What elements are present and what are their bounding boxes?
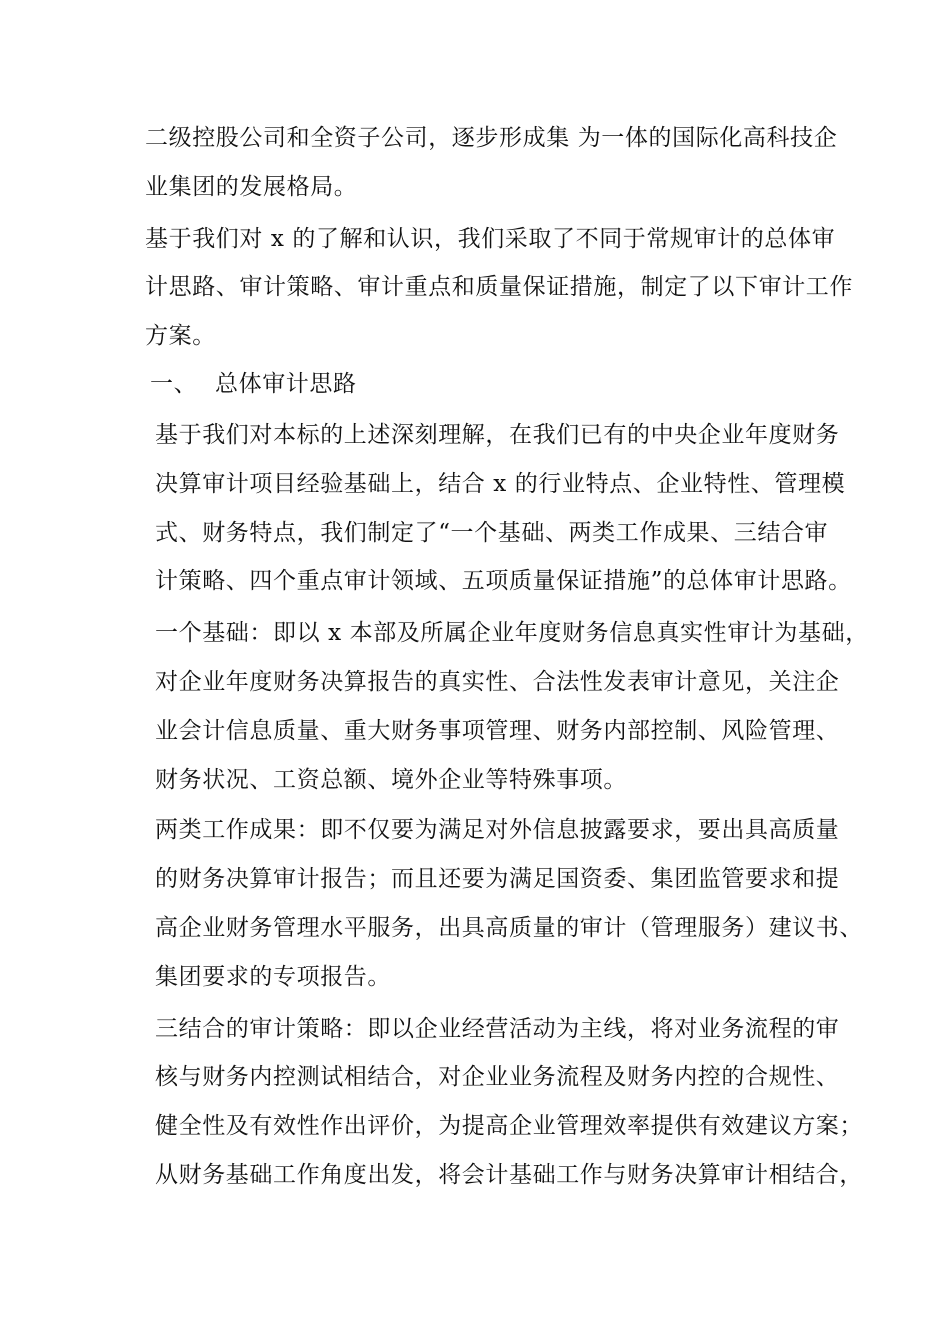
intro-p2-line2: 计思路、审计策略、审计重点和质量保证措施，制定了以下审计工作	[145, 274, 853, 300]
section-number: 一、	[150, 371, 198, 397]
paragraph-line: 从财务基础工作角度出发，将会计基础工作与财务决算审计相结合，	[155, 1162, 863, 1188]
paragraph-line: 财务状况、工资总额、境外企业等特殊事项。	[155, 767, 627, 793]
paragraph-line: 式、财务特点，我们制定了“一个基础、两类工作成果、三结合审	[155, 520, 829, 546]
paragraph-line: 计策略、四个重点审计领域、五项质量保证措施”的总体审计思路。	[155, 568, 852, 594]
paragraph-line: 高企业财务管理水平服务，出具高质量的审计（管理服务）建议书、	[155, 915, 863, 941]
intro-p2-line3: 方案。	[145, 323, 216, 349]
intro-p1-line1: 二级控股公司和全资子公司，逐步形成集 为一体的国际化高科技企	[145, 125, 838, 151]
paragraph-line: 两类工作成果：即不仅要为满足对外信息披露要求，要出具高质量	[155, 817, 840, 843]
paragraph-line: 对企业年度财务决算报告的真实性、合法性发表审计意见，关注企	[155, 669, 840, 695]
paragraph-line: 健全性及有效性作出评价，为提高企业管理效率提供有效建议方案；	[155, 1113, 863, 1139]
paragraph-line: 决算审计项目经验基础上，结合 x 的行业特点、企业特性、管理模	[155, 471, 846, 497]
intro-p1-line2: 业集团的发展格局。	[145, 174, 358, 200]
paragraph-line: 基于我们对本标的上述深刻理解，在我们已有的中央企业年度财务	[155, 422, 840, 448]
paragraph-line: 集团要求的专项报告。	[155, 964, 391, 990]
paragraph-line: 三结合的审计策略：即以企业经营活动为主线，将对业务流程的审	[155, 1016, 840, 1042]
paragraph-line: 一个基础：即以 x 本部及所属企业年度财务信息真实性审计为基础，	[155, 620, 869, 646]
paragraph-line: 的财务决算审计报告；而且还要为满足国资委、集团监管要求和提	[155, 866, 840, 892]
section-title: 总体审计思路	[215, 371, 357, 397]
paragraph-line: 核与财务内控测试相结合，对企业业务流程及财务内控的合规性、	[155, 1064, 840, 1090]
intro-p2-line1: 基于我们对 x 的了解和认识，我们采取了不同于常规审计的总体审	[145, 226, 836, 252]
paragraph-line: 业会计信息质量、重大财务事项管理、财务内部控制、风险管理、	[155, 718, 840, 744]
